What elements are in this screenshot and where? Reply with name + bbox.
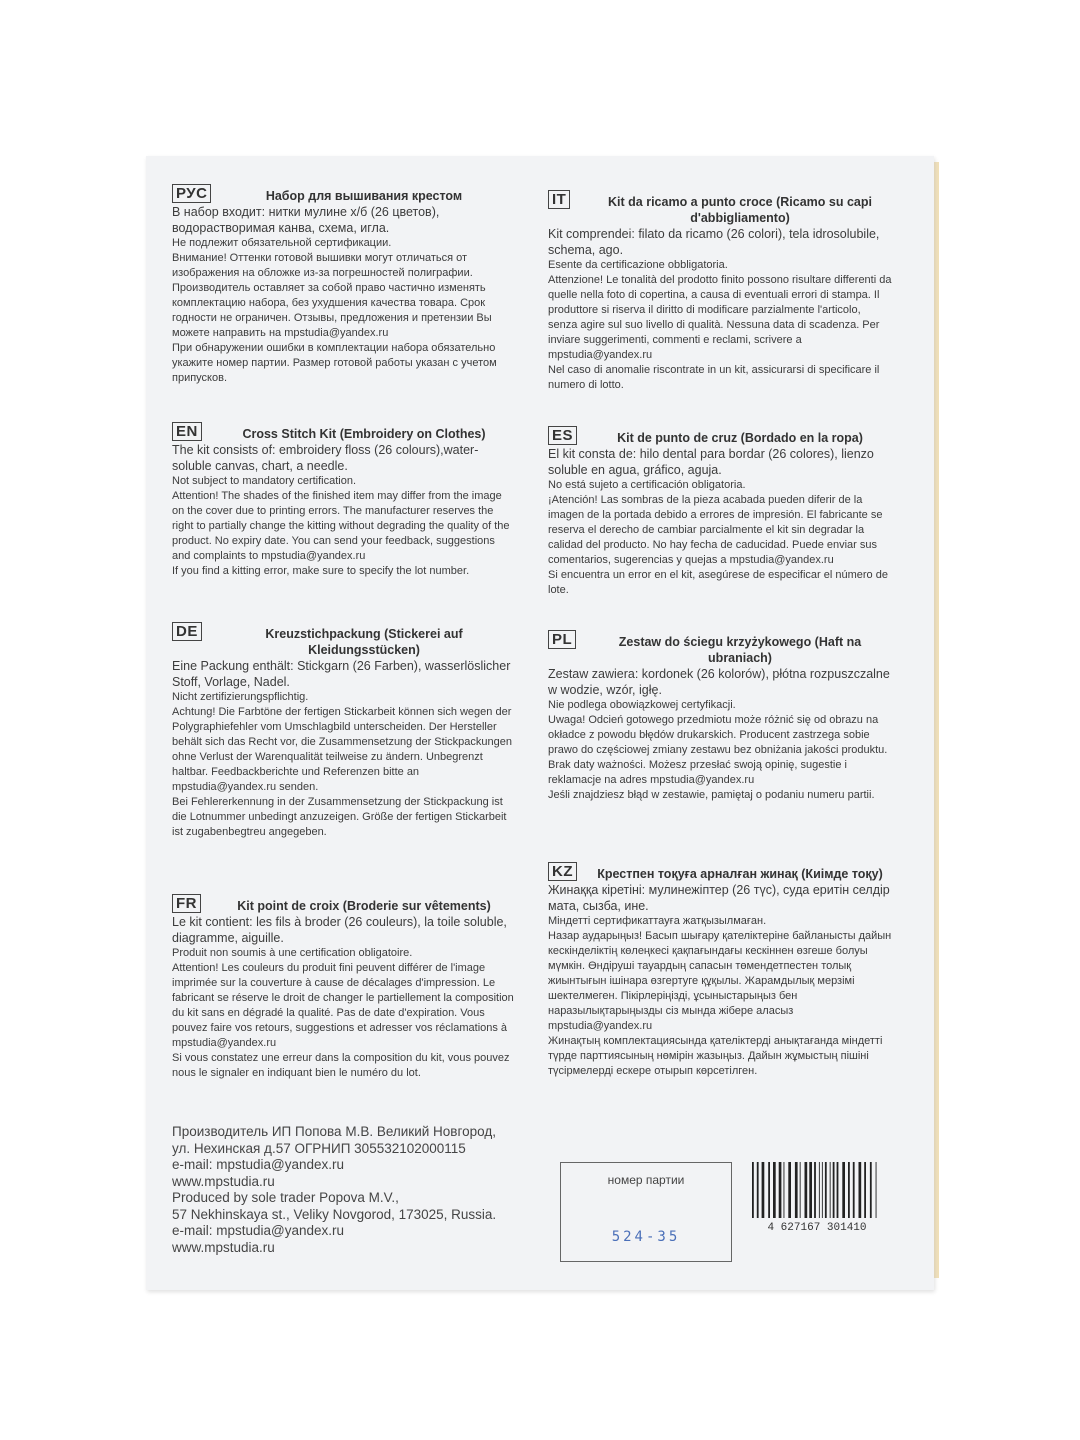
lang-badge-it: IT	[548, 190, 570, 209]
barcode-bar	[779, 1162, 782, 1218]
barcode-bar	[848, 1162, 850, 1218]
lot-number-box	[560, 1162, 732, 1262]
section-para-en-2: Attention! The shades of the finished item may differ from the image on the cover due to printing errors. The manufacturer reserves the right to partially change the kitting without degrading the quality of the product. No expiry date. You can send your feedback, suggestions and complaints to mpstudia@yandex.ru	[172, 490, 510, 562]
producer-line: 57 Nekhinskaya st., Veliky Novgorod, 173025, Russia.	[172, 1206, 497, 1222]
section-para-de-1: Nicht zertifizierungspflichtig.	[172, 691, 309, 703]
barcode-bar	[757, 1162, 759, 1218]
section-en	[172, 422, 516, 579]
section-lead-es: El kit consta de: hilo dental para bordar (26 colores), lienzo soluble en agua, gráfico, aguja.	[548, 447, 874, 477]
section-lead-kz: Жинаққа кіретіні: мулинежіптер (26 түс), суда еритін селдір мата, сызба, ине.	[548, 883, 890, 913]
producer-line: www.mpstudia.ru	[172, 1239, 275, 1255]
section-para-es-1: No está sujeto a certificación obligatoria.	[548, 479, 746, 491]
barcode-bar	[768, 1162, 770, 1218]
barcode-bars	[752, 1162, 877, 1218]
section-para-fr-2: Attention! Les couleurs du produit fini peuvent différer de l'image imprimée sur la couverture à cause de décalages d'impression. Le fabricant se réserve le droit de changer le partiellement la composition du kit sans en dégradé la qualité. Pas de date d'expiration. Vous pouvez faire vos retours, suggestions et adresser vos réclamations à mpstudia@yandex.ru	[172, 962, 514, 1049]
section-para-fr-3: Si vous constatez une erreur dans la composition du kit, vous pouvez nous le signaler en indiquant bien le numéro du lot.	[172, 1052, 510, 1079]
barcode-bar	[805, 1162, 808, 1218]
section-lead-de: Eine Packung enthält: Stickgarn (26 Farben), wasserlöslicher Stoff, Vorlage, Nadel.	[172, 659, 511, 689]
section-title-en: Cross Stitch Kit (Embroidery on Clothes)	[242, 427, 486, 441]
barcode-bar	[809, 1162, 812, 1218]
section-para-pl-2: Uwaga! Odcień gotowego przedmiotu może różnić się od obrazu na okładce z powodu błędów drukarskich. Producent zastrzega sobie prawo do częściowej zmiany zestawu bez obniżania jakości produktu. Brak daty ważności. Możesz przesłać swoją opinię, sugestie i reklamacje na adres mpstudia@yandex.ru	[548, 714, 888, 786]
section-fr	[172, 894, 516, 1081]
barcode-bar	[842, 1162, 845, 1218]
lang-badge-fr: FR	[172, 894, 201, 913]
barcode-bar	[784, 1162, 785, 1218]
barcode-digits: 4 627167 301410	[767, 1222, 867, 1232]
section-para-kz-3: Жинақтың комплектациясында қателіктерді анықтағанда міндетті түрде парттиясының нөмірін жазыңыз. Дайын жұмыстың пішіні түсірмелерді ескере отырып көрсетілген.	[548, 1035, 883, 1077]
section-para-pl-1: Nie podlega obowiązkowej certyfikacji.	[548, 699, 736, 711]
section-lead-it: Kit comprendei: filato da ricamo (26 colori), tela idrosolubile, schema, ago.	[548, 227, 880, 257]
barcode-bar	[859, 1162, 862, 1218]
section-para-es-2: ¡Atención! Las sombras de la pieza acabada pueden diferir de la imagen de la portada debido a errores de impresión. El fabricante se reserva el derecho de cambiar parcialmente el kit sin degradar la calidad del producto. No hay fecha de caducidad. Puede enviar sus comentarios, sugerencias y quejas a mpstudia@yandex.ru	[548, 494, 883, 566]
barcode-bar	[752, 1162, 754, 1218]
section-para-en-3: If you find a kitting error, make sure to specify the lot number.	[172, 565, 470, 577]
barcode-bar	[814, 1162, 816, 1218]
barcode-bar	[830, 1162, 831, 1218]
section-para-de-2: Achtung! Die Farbtöne der fertigen Stickarbeit können sich wegen der Polygraphiefehler vom Umschlagbild unterscheiden. Der Hersteller behält sich das Recht vor, die Zusammensetzung der Stickpackungen ohne Verlust der Warenqualität teilweise zu ändern. Unbegrenzt haltbar. Feedbackberichte und Referenzen bitte an mpstudia@yandex.ru senden.	[172, 706, 512, 793]
section-it	[548, 190, 892, 393]
section-para-de-3: Bei Fehlererkennung in der Zusammensetzung der Stickpackung ist die Lotnummer unbedingt anzuzeigen. Größe der fertigen Stickarbeit ist zugabenbegtreu angegeben.	[172, 796, 507, 838]
section-lead-fr: Le kit contient: les fils à broder (26 couleurs), la toile soluble, diagramme, aiguille.	[172, 915, 507, 945]
barcode-bar	[795, 1162, 798, 1218]
section-para-en-1: Not subject to mandatory certification.	[172, 475, 357, 487]
section-title-ru: Набор для вышивания крестом	[265, 189, 463, 203]
barcode-bar	[819, 1162, 820, 1218]
producer-line: e-mail: mpstudia@yandex.ru	[172, 1157, 345, 1172]
section-pl	[548, 630, 892, 803]
section-para-ru-2: Внимание! Оттенки готовой вышивки могут отличаться от изображения на обложке из-за погрешностей полиграфии. Производитель оставляет за собой право частично изменять комплектацию набора, без ухудшения качества товара. Срок годности не ограничен. Отзывы, предложения и претензии Вы можете направить на mpstudia@yandex.ru	[172, 252, 492, 339]
lang-badge-ru: РУС	[172, 184, 211, 203]
lang-badge-de: DE	[172, 622, 202, 641]
section-title-de: Kreuzstichpackung (Stickerei auf Kleidungsstücken)	[265, 627, 463, 657]
section-para-es-3: Si encuentra un error en el kit, asegúrese de especificar el número de lote.	[548, 569, 888, 596]
instruction-sheet	[146, 156, 934, 1290]
section-ru	[172, 184, 516, 386]
producer-line: e-mail: mpstudia@yandex.ru	[172, 1223, 345, 1238]
producer-line: Produced by sole trader Popova M.V.,	[172, 1190, 399, 1205]
section-para-it-2: Attenzione! Le tonalità del prodotto finito possono risultare differenti da quelle nella foto di copertina, a causa di eventuali errori di stampa. Il produttore si riserva il diritto di modificare parzialmente l'articolo, senza agire sul suo livello di qualità. Nessuna data di scadenza. Per inviare suggerimenti, commenti e reclami, scrivere a mpstudia@yandex.ru	[548, 274, 892, 361]
barcode-bar	[773, 1162, 776, 1218]
section-title-pl: Zestaw do ściegu krzyżykowego (Haft na ubraniach)	[618, 635, 862, 665]
barcode-bar	[870, 1162, 872, 1218]
lang-badge-en: EN	[172, 422, 202, 441]
section-para-fr-1: Produit non soumis à une certification obligatoire.	[172, 947, 413, 959]
section-para-it-1: Esente da certificazione obbligatoria.	[548, 259, 728, 271]
section-lead-en: The kit consists of: embroidery floss (26 colours),water-soluble canvas, chart, a needle.	[172, 443, 479, 473]
section-kz	[548, 862, 892, 1079]
section-lead-pl: Zestaw zawiera: kordonek (26 kolorów), płótna rozpuszczalne w wodzie, wzór, igłę.	[548, 667, 890, 697]
barcode-bar	[788, 1162, 791, 1218]
barcode	[750, 1162, 884, 1232]
barcode-bar	[833, 1162, 835, 1218]
barcode-bar	[837, 1162, 839, 1218]
section-lead-ru: В набор входит: нитки мулине х/б (26 цветов), водорастворимая канва, схема, игла.	[172, 205, 440, 235]
section-title-it: Kit da ricamo a punto croce (Ricamo su capi d'abbigliamento)	[608, 195, 872, 225]
lang-badge-kz: KZ	[548, 862, 577, 881]
producer-line: www.mpstudia.ru	[172, 1173, 275, 1189]
section-title-kz: Крестпен тоқуға арналған жинақ (Киімде тоқу)	[597, 867, 883, 881]
barcode-bar	[822, 1162, 823, 1218]
section-title-es: Kit de punto de cruz (Bordado en la ropa)	[617, 431, 863, 445]
section-para-ru-3: При обнаружении ошибки в комплектации набора обязательно укажите номер партии. Размер готовой работы указан с учетом припусков.	[172, 342, 497, 384]
barcode-bar	[762, 1162, 765, 1218]
barcode-bar	[825, 1162, 827, 1218]
lang-badge-pl: PL	[548, 630, 576, 649]
section-es	[548, 426, 892, 598]
producer-line: ул. Нехинская д.57 ОГРНИП 305532102000115	[172, 1140, 466, 1156]
lot-number: 524-35	[611, 1229, 681, 1245]
section-para-kz-1: Міндетті сертификаттауға жатқызылмаған.	[548, 915, 767, 927]
lang-badge-es: ES	[548, 426, 577, 445]
section-para-it-3: Nel caso di anomalie riscontrate in un kit, assicurarsi di specificare il numero di lotto.	[548, 364, 880, 391]
section-para-kz-2: Назар аударыңыз! Басып шығару қателіктеріне байланысты дайын кескінделіктің көлеңкесі қақпағындағы кескіннен өзгеше болуы мүмкін. Өндіруші тауардың сапасын төмендетпестен толық жиынтығын ішінара өзгертуге құқылы. Жарамдылық мерзімі шектелмеген. Пікірлеріңізді, ұсыныстарыңыз бен наразылықтарыңызды сіз мында жібере аласыз mpstudia@yandex.ru	[548, 930, 892, 1032]
barcode-bar	[864, 1162, 866, 1218]
barcode-bar	[876, 1162, 877, 1218]
barcode-bar	[853, 1162, 855, 1218]
section-de	[172, 622, 516, 840]
barcode-bar	[800, 1162, 801, 1218]
section-para-pl-3: Jeśli znajdziesz błąd w zestawie, pamiętaj o podaniu numeru partii.	[548, 789, 875, 801]
lot-label: номер партии	[607, 1173, 685, 1187]
section-para-ru-1: Не подлежит обязательной сертификации.	[172, 237, 392, 249]
section-title-fr: Kit point de croix (Broderie sur vêtements)	[237, 899, 491, 913]
producer-line: Производитель ИП Попова М.В. Великий Новгород,	[172, 1124, 496, 1139]
producer-info	[172, 1124, 552, 1256]
